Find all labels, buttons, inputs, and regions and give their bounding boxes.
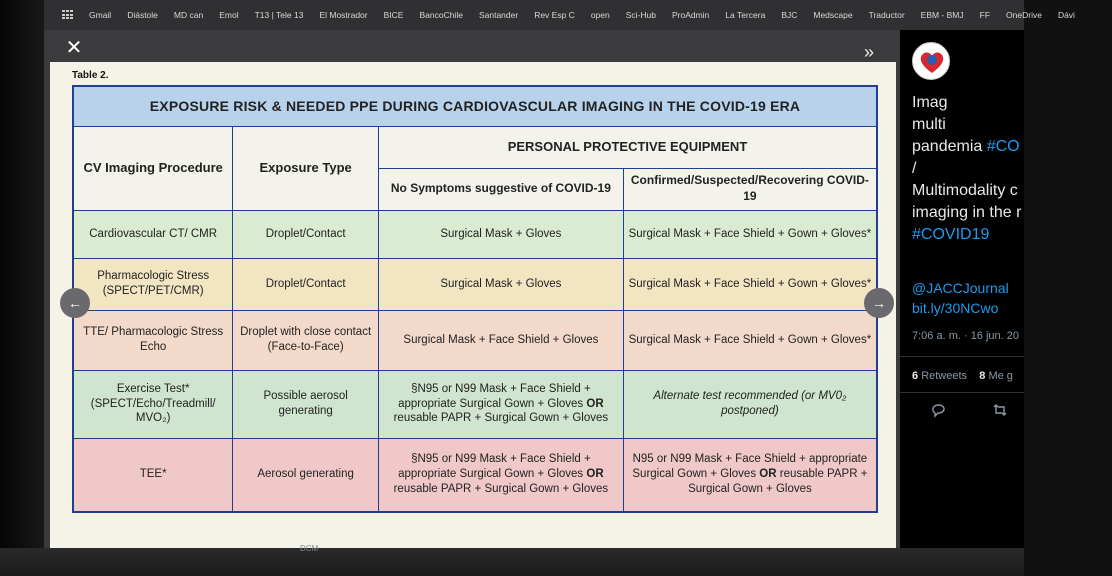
cell-exposure: Droplet/Contact (233, 210, 379, 258)
bookmark-proadmin[interactable]: ProAdmin (671, 10, 710, 20)
cell-exposure: Droplet with close contact (Face-to-Face) (233, 310, 379, 370)
bookmark-bice[interactable]: BICE (383, 10, 404, 20)
bookmark-santander[interactable]: Santander (478, 10, 519, 20)
cell-exposure: Droplet/Contact (233, 258, 379, 310)
url-link[interactable]: bit.ly/30NCwo (912, 300, 999, 316)
cell-confirmed: Surgical Mask + Face Shield + Gown + Gloves* (623, 210, 877, 258)
tweet-line: Imag (912, 94, 948, 111)
cell-no-symptoms (378, 370, 623, 438)
retweets-count[interactable]: 6 (912, 370, 919, 382)
browser-screen (44, 0, 1075, 560)
table-title: EXPOSURE RISK & NEEDED PPE DURING CARDIOVASCULAR IMAGING IN THE COVID-19 ERA (73, 86, 877, 126)
desktop-icons (300, 544, 318, 554)
tweet-timestamp[interactable]: 7:06 a. m. · 16 jun. 20 (912, 330, 1020, 342)
cell-procedure: Cardiovascular CT/ CMR (73, 210, 233, 258)
heart-logo-icon (913, 43, 951, 81)
bookmark-emol[interactable]: Emol (219, 10, 239, 20)
bookmark-gmail[interactable]: Gmail (89, 10, 112, 20)
tweet-links (912, 278, 1009, 318)
tweet-text: pandemia (912, 138, 987, 155)
table-image (50, 62, 896, 550)
header-ppe: PERSONAL PROTECTIVE EQUIPMENT (378, 126, 877, 168)
cell-no-symptoms: Surgical Mask + Gloves (378, 210, 623, 258)
bookmark-ff[interactable]: FF (979, 10, 991, 20)
tweet-line: imaging in the r (912, 204, 1022, 221)
monitor-bezel-bottom (0, 548, 1024, 576)
monitor-bezel-left (0, 0, 48, 576)
table-row (73, 370, 877, 438)
bookmark-onedrive[interactable]: OneDrive (1006, 10, 1042, 20)
apps-grid-icon[interactable] (62, 10, 73, 20)
bookmarks-bar (44, 0, 1075, 30)
table-row (73, 258, 877, 310)
tweet-body (912, 92, 1112, 246)
desktop-icon-label[interactable]: DCM (300, 544, 319, 553)
cell-no-symptoms (378, 438, 623, 512)
cell-exposure: Aerosol generating (233, 438, 379, 512)
likes-count[interactable]: 8 (979, 370, 986, 382)
bookmark-t13[interactable]: T13 | Tele 13 (254, 10, 304, 20)
cell-procedure: Pharmacologic Stress (SPECT/PET/CMR) (73, 258, 233, 310)
hashtag-link[interactable]: #CO (986, 138, 1020, 155)
bookmark-sci-hub[interactable]: Sci-Hub (625, 10, 656, 20)
retweets-label[interactable]: Retweets (921, 370, 968, 382)
tweet-line: multi (912, 116, 946, 133)
bookmark-bjc[interactable]: BJC (781, 10, 798, 20)
cell-text: N95 or N99 Mask + Face Shield + appropriate Surgical Gown + Gloves (632, 453, 868, 481)
bookmark-traductor[interactable]: Traductor (868, 10, 905, 20)
tweet-actions (930, 402, 1008, 418)
header-confirmed: Confirmed/Suspected/Recovering COVID-19 (623, 168, 877, 210)
bookmark-la-tercera[interactable]: La Tercera (725, 10, 766, 20)
cell-text: §N95 or N99 Mask + Face Shield + appropriate Surgical Gown + Gloves (398, 453, 591, 481)
cell-text: reusable PAPR + Surgical Gown + Gloves (688, 468, 868, 496)
bookmark-diastole[interactable]: Diástole (127, 10, 158, 20)
table-row (73, 310, 877, 370)
tweet-stats (912, 370, 1013, 382)
bookmark-rev-esp-c[interactable]: Rev Esp C (534, 10, 575, 20)
cell-no-symptoms: Surgical Mask + Face Shield + Gloves (378, 310, 623, 370)
cell-exposure: Possible aerosol generating (233, 370, 379, 438)
bookmark-md-can[interactable]: MD can (173, 10, 204, 20)
cell-or: OR (759, 468, 777, 481)
cell-procedure: Exercise Test* (SPECT/Echo/Treadmill/ MVO₂) (73, 370, 233, 438)
header-exposure: Exposure Type (233, 126, 379, 210)
table-row (73, 438, 877, 512)
tweet-line: Multimodality c (912, 182, 1018, 199)
hashtag-covid19-link[interactable]: #COVID19 (912, 226, 990, 243)
table-caption: Table 2. (72, 70, 109, 81)
likes-label[interactable]: Me g (988, 370, 1013, 382)
bookmark-davi[interactable]: Dávi (1057, 10, 1075, 20)
divider (900, 356, 1024, 357)
arrow-right-icon[interactable]: → (864, 288, 894, 318)
ppe-table (72, 85, 878, 513)
divider (900, 392, 1024, 393)
cell-confirmed: Surgical Mask + Face Shield + Gown + Gloves* (623, 258, 877, 310)
cell-text: reusable PAPR + Surgical Gown + Gloves (393, 483, 609, 496)
cell-text: reusable PAPR + Surgical Gown + Gloves (393, 412, 609, 425)
mention-link[interactable]: @JACCJournal (912, 280, 1009, 296)
cell-confirmed: Surgical Mask + Face Shield + Gown + Gloves* (623, 310, 877, 370)
cell-text: §N95 or N99 Mask + Face Shield + appropriate Surgical Gown + Gloves (398, 382, 591, 410)
cell-or: OR (586, 397, 604, 410)
bookmark-medscape[interactable]: Medscape (813, 10, 853, 20)
cell-or: OR (586, 468, 604, 481)
image-viewer (44, 30, 900, 560)
header-no-symptoms: No Symptoms suggestive of COVID-19 (378, 168, 623, 210)
header-procedure: CV Imaging Procedure (73, 126, 233, 210)
tweet-line: / (912, 160, 917, 177)
cell-procedure: TEE* (73, 438, 233, 512)
expand-panel-icon[interactable]: » (864, 42, 875, 62)
bookmark-open[interactable]: open (590, 10, 610, 20)
close-icon[interactable]: ✕ (65, 37, 83, 59)
arrow-left-icon[interactable]: ← (60, 288, 90, 318)
reply-icon[interactable] (930, 402, 946, 418)
tweet-line (912, 136, 1112, 158)
bookmark-ebm-bmj[interactable]: EBM - BMJ (920, 10, 964, 20)
bookmark-bancochile[interactable]: BancoChile (419, 10, 463, 20)
cell-confirmed (623, 438, 877, 512)
avatar[interactable] (912, 42, 950, 80)
tweet-panel (900, 30, 1024, 560)
retweet-icon[interactable] (992, 402, 1008, 418)
cell-confirmed: Alternate test recommended (or MV0₂ postponed) (623, 370, 877, 438)
bookmark-el-mostrador[interactable]: El Mostrador (319, 10, 368, 20)
table-row (73, 210, 877, 258)
cell-no-symptoms: Surgical Mask + Gloves (378, 258, 623, 310)
cell-procedure: TTE/ Pharmacologic Stress Echo (73, 310, 233, 370)
